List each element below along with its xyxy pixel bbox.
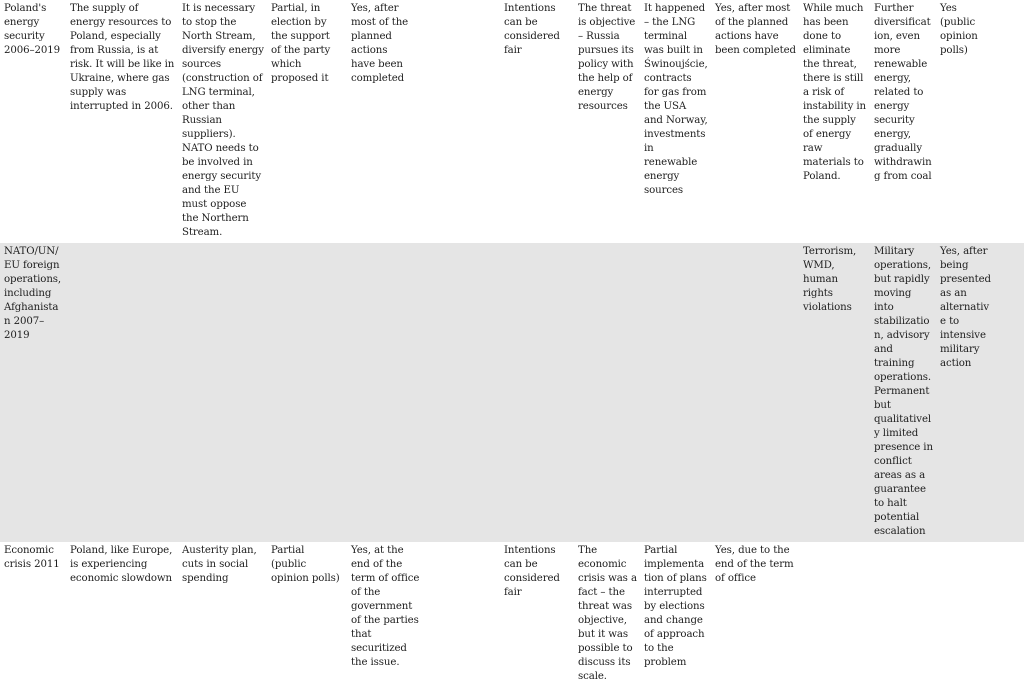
table-cell bbox=[640, 243, 711, 542]
table-cell: Yes, after most of the planned actions have been completed bbox=[715, 3, 796, 56]
table-row bbox=[0, 542, 1024, 687]
table-cell: Yes (public opinion polls) bbox=[940, 3, 978, 56]
table-cell: It happened – the LNG terminal was built in Świnoujście, contracts for gas from the USA and Norway, investments in renewable energy sources bbox=[644, 3, 708, 196]
table-cell bbox=[500, 243, 574, 542]
table-cell: Yes, at the end of the term of office of the government of the parties that securitized the issue. bbox=[351, 545, 420, 668]
table-cell: The economic crisis was a fact – the threat was objective, but it was possible to discuss its scale. bbox=[578, 545, 637, 682]
table-cell-case: NATO/UN/EU foreign operations, including Afghanistan 2007–2019 bbox=[0, 243, 66, 542]
table-cell: Partial implementation of plans interrupted by elections and change of approach to the problem bbox=[644, 545, 707, 668]
table-cell: The threat is objective – Russia pursues its policy with the help of energy resources bbox=[578, 3, 636, 112]
table-cell: It is necessary to stop the North Stream, diversify energy sources (construction of LNG terminal, other than Russian suppliers). NATO needs to be involved in energy security and the EU must oppose the Northern Stream. bbox=[182, 3, 264, 238]
table-cell-case: Economic crisis 2011 bbox=[4, 545, 60, 570]
table-cell bbox=[799, 542, 870, 687]
table-cell: Yes, due to the end of the term of office bbox=[715, 545, 794, 584]
table-row bbox=[0, 0, 1024, 243]
table-cell: Military operations, but rapidly moving into stabilization, advisory and training operations. Permanent but qualitatively limited presence in conflict areas as a guarantee to halt potential escalation bbox=[870, 243, 936, 542]
table-cell bbox=[870, 542, 936, 687]
table-row bbox=[0, 243, 1024, 542]
table-cell bbox=[936, 542, 1024, 687]
table-cell: Partial, in election by the support of the party which proposed it bbox=[271, 3, 331, 84]
table-cell: Yes, after most of the planned actions have been completed bbox=[351, 3, 409, 84]
table-cell bbox=[267, 243, 345, 542]
table-cell bbox=[66, 243, 178, 542]
table-cell: Partial (public opinion polls) bbox=[271, 545, 340, 584]
table-cell bbox=[178, 243, 267, 542]
table-cell: Further diversification, even more renewable energy, related to energy security energy, gradually withdrawing from coal bbox=[874, 3, 932, 182]
table-cell bbox=[574, 243, 640, 542]
table-cell bbox=[345, 243, 500, 542]
table-cell: While much has been done to eliminate the threat, there is still a risk of instability in the supply of energy raw materials to Poland. bbox=[803, 3, 867, 182]
table-cell: Yes, after being presented as an alternative to intensive military action bbox=[936, 243, 1024, 542]
table-cell-case: Poland's energy security 2006–2019 bbox=[4, 3, 61, 56]
table-cell: Poland, like Europe, is experiencing economic slowdown bbox=[70, 545, 173, 584]
table-cell: Terrorism, WMD, human rights violations bbox=[799, 243, 870, 542]
table-cell: Austerity plan, cuts in social spending bbox=[182, 545, 257, 584]
table-cell: The supply of energy resources to Poland, especially from Russia, is at risk. It will be like in Ukraine, where gas supply was interrupted in 2006. bbox=[70, 3, 175, 112]
table-cell: Intentions can be considered fair bbox=[504, 3, 560, 56]
table-cell bbox=[711, 243, 799, 542]
table-cell: Intentions can be considered fair bbox=[504, 545, 560, 598]
